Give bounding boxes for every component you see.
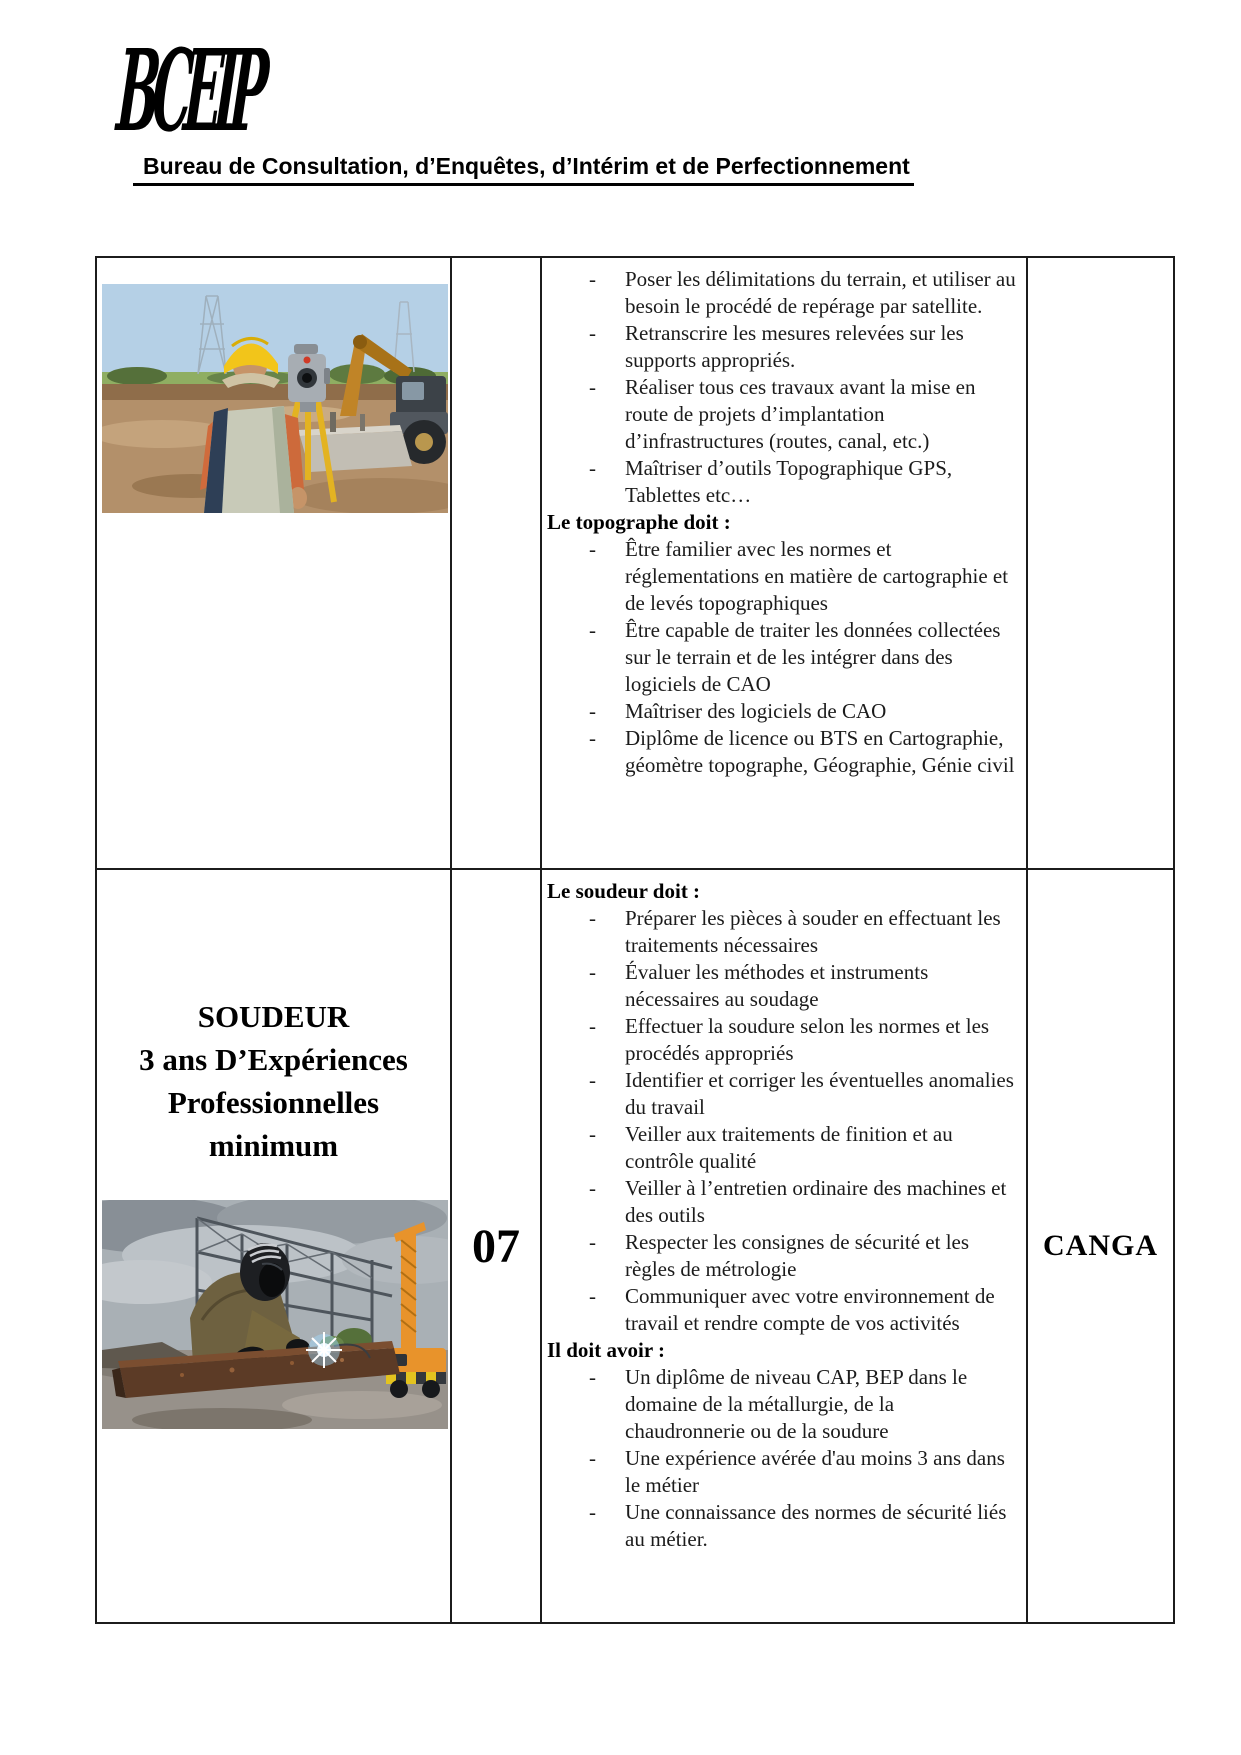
dash-marker: - [589,1446,596,1470]
task-text: Une connaissance des normes de sécurité liés au métier. [625,1500,1007,1551]
task-text: Identifier et corriger les éventuelles anomalies du travail [625,1068,1014,1119]
task-text: Poser les délimitations du terrain, et utiliser au besoin le procédé de repérage par satellite. [625,267,1016,318]
job-title-line: minimum [208,1128,339,1163]
list-item [547,1499,1019,1553]
location-cell [1027,257,1174,869]
surveyor-photo-illustration [102,284,448,513]
welder-photo [102,1200,448,1429]
list-item [547,1013,1019,1067]
list-item [547,959,1019,1013]
section-heading: Le soudeur doit : [547,879,701,903]
bceip-logo-text: BCEIP [113,24,265,157]
task-text: Être capable de traiter les données collectées sur le terrain et de les intégrer dans des logiciels de CAO [625,618,1001,696]
dash-marker: - [589,1230,596,1254]
dash-marker: - [589,618,596,642]
jobs-table [95,256,1175,1624]
surveyor-photo [102,284,448,513]
list-item [547,1067,1019,1121]
job-location: CANGA [1043,1229,1158,1262]
count-cell [451,869,541,1623]
job-title-line: SOUDEUR [197,999,350,1034]
dash-marker: - [589,267,596,291]
list-item [547,1121,1019,1175]
photo-cell [96,257,451,869]
org-title-text: Bureau de Consultation, d’Enquêtes, d’Intérim et de Perfectionnement [133,153,914,186]
list-item [547,455,1019,509]
task-text: Maîtriser d’outils Topographique GPS, Tablettes etc… [625,456,953,507]
dash-marker: - [589,1014,596,1038]
task-text: Veiller aux traitements de finition et au contrôle qualité [625,1122,953,1173]
dash-marker: - [589,1500,596,1524]
dash-marker: - [589,726,596,750]
dash-marker: - [589,699,596,723]
task-text: Évaluer les méthodes et instruments nécessaires au soudage [625,960,929,1011]
dash-marker: - [589,906,596,930]
list-item [547,536,1019,617]
task-text: Respecter les consignes de sécurité et les règles de métrologie [625,1230,970,1281]
list-item [547,617,1019,698]
task-text: Préparer les pièces à souder en effectuant les traitements nécessaires [625,906,1001,957]
list-item [547,266,1019,320]
section-heading: Il doit avoir : [547,1338,666,1362]
org-title [133,153,914,186]
welder-photo-illustration [102,1200,448,1429]
job-title-line: Professionnelles [167,1085,380,1120]
task-text: Diplôme de licence ou BTS en Cartographie, géomètre topographe, Géographie, Génie civil [625,726,1015,777]
task-text: Maîtriser des logiciels de CAO [625,699,887,723]
dash-marker: - [589,1176,596,1200]
dash-marker: - [589,321,596,345]
job-number: 07 [472,1219,520,1273]
task-text: Communiquer avec votre environnement de travail et rendre compte de vos activités [625,1284,995,1335]
list-item [547,1175,1019,1229]
location-cell [1027,869,1174,1623]
task-text: Réaliser tous ces travaux avant la mise en route de projets d’implantation d’infrastructures (routes, canal, etc.) [625,375,976,453]
dash-marker: - [589,537,596,561]
dash-marker: - [589,1122,596,1146]
list-item [547,1445,1019,1499]
task-text: Effectuer la soudure selon les normes et les procédés appropriés [625,1014,990,1065]
task-text: Veiller à l’entretien ordinaire des machines et des outils [625,1176,1007,1227]
dash-marker: - [589,456,596,480]
list-item [547,725,1019,779]
list-item [547,1364,1019,1445]
job-title-line: 3 ans D’Expériences [139,1042,408,1077]
bceip-logo [113,24,292,164]
task-text: Une expérience avérée d'au moins 3 ans dans le métier [625,1446,1005,1497]
photo-cell [96,869,451,1623]
task-text: Retranscrire les mesures relevées sur les supports appropriés. [625,321,964,372]
tasks-cell [541,257,1027,869]
count-cell [451,257,541,869]
tasks-cell [541,869,1027,1623]
dash-marker: - [589,375,596,399]
list-item [547,374,1019,455]
list-item [547,905,1019,959]
table-row-soudeur [96,869,1174,1623]
dash-marker: - [589,960,596,984]
dash-marker: - [589,1284,596,1308]
list-item [547,698,1019,725]
task-text: Être familier avec les normes et réglementations en matière de cartographie et de levés topographiques [625,537,1009,615]
table-row-topographe [96,257,1174,869]
task-text: Un diplôme de niveau CAP, BEP dans le domaine de la métallurgie, de la chaudronnerie ou de la soudure [625,1365,968,1443]
list-item [547,1283,1019,1337]
list-item [547,1229,1019,1283]
section-heading: Le topographe doit : [547,510,731,534]
dash-marker: - [589,1365,596,1389]
job-title [97,995,450,1167]
dash-marker: - [589,1068,596,1092]
list-item [547,320,1019,374]
